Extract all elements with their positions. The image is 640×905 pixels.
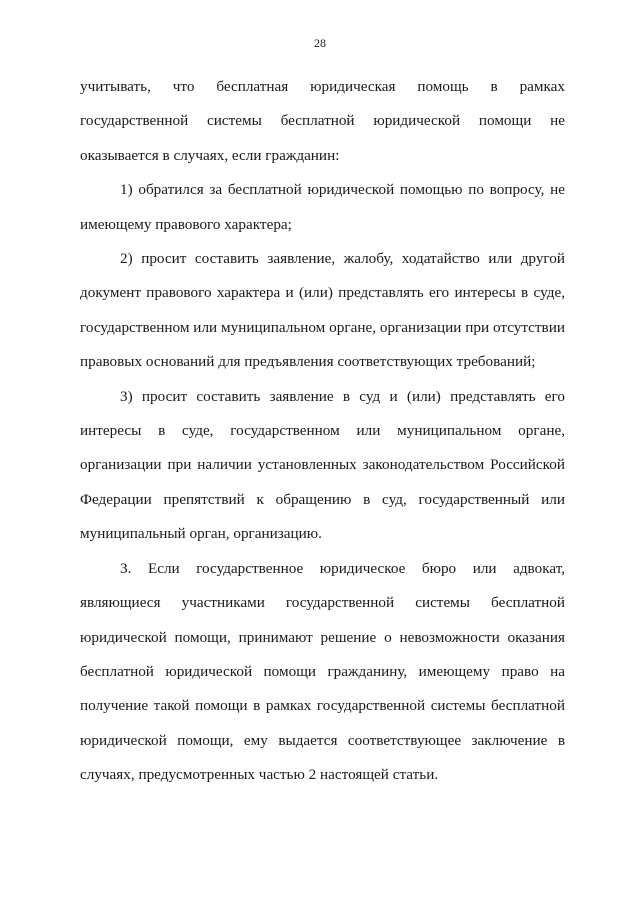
list-item-3: 3) просит составить заявление в суд и (или) представлять его интересы в суде, государственном или муниципальном органе, организации при наличии установленных законодательством Российской Федерации препятствий к обращению в суд, государственный или муниципальный орган, организацию. <box>80 387 565 543</box>
paragraph-part-3: 3. Если государственное юридическое бюро или адвокат, являющиеся участниками государственной системы бесплатной юридической помощи, принимают решение о невозможности оказания бесплатной юридической помощи гражданину, имеющему право на получение такой помощи в рамках государственной системы бесплатной юридической помощи, ему выдается соответствующее заключение в случаях, предусмотренных частью 2 настоящей статьи. <box>80 559 565 784</box>
document-body <box>80 70 565 793</box>
page-number: 28 <box>314 36 326 50</box>
paragraph-intro: учитывать, что бесплатная юридическая помощь в рамках государственной системы бесплатной юридической помощи не оказывается в случаях, если гражданин: <box>80 78 565 164</box>
list-item-2: 2) просит составить заявление, жалобу, ходатайство или другой документ правового характера и (или) представлять его интересы в суде, государственном или муниципальном органе, организации при отсутствии правовых оснований для предъявления соответствующих требований; <box>80 250 565 371</box>
list-item-1: 1) обратился за бесплатной юридической помощью по вопросу, не имеющему правового характера; <box>80 181 565 233</box>
